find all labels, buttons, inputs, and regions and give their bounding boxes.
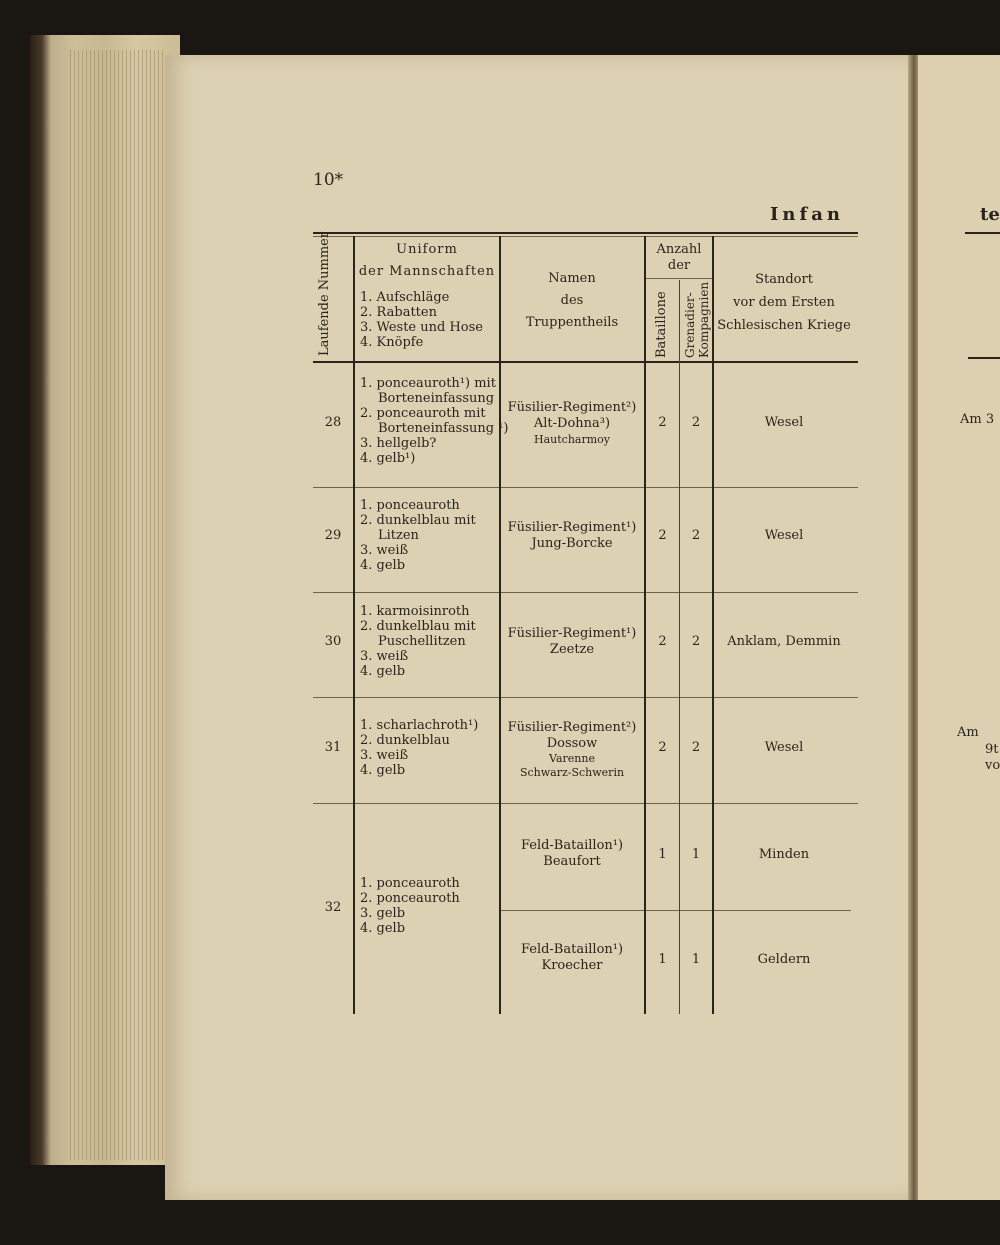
uniform-line: Litzen xyxy=(378,528,419,543)
uniform-line: 1. karmoisinroth xyxy=(360,604,470,619)
row-30-name xyxy=(501,626,643,658)
header-uniform-items xyxy=(360,290,483,350)
row-28-nr: 28 xyxy=(324,415,342,430)
col-rule-uniform xyxy=(499,236,501,1014)
row-32b-name xyxy=(501,942,643,974)
page-number: 10* xyxy=(313,170,344,190)
row-30-uniform xyxy=(360,604,476,679)
right-page-head: te xyxy=(980,204,1000,225)
page-stack-lines xyxy=(70,50,165,1160)
uniform-line: 3. weiß xyxy=(360,543,409,558)
header-uniform-item: 2. Rabatten xyxy=(360,305,437,320)
row-29-nr: 29 xyxy=(324,528,342,543)
header-namen-line: Truppentheils xyxy=(525,315,619,330)
name-line: Füsilier-Regiment¹) xyxy=(507,626,637,641)
col-rule-name xyxy=(644,236,646,1014)
row-31-name xyxy=(501,720,643,780)
header-grenadier-line: Kompagnien xyxy=(697,281,711,358)
uniform-line: Borteneinfassung ¹) xyxy=(378,421,509,436)
row-separator-29 xyxy=(313,592,858,593)
row-29-standort: Wesel xyxy=(764,528,804,543)
right-fragment: vo xyxy=(985,758,1000,773)
header-bottom-rule xyxy=(313,361,858,363)
header-standort xyxy=(714,268,854,337)
header-standort-line: Standort xyxy=(755,272,813,287)
header-anzahl-line: Anzahl xyxy=(656,242,702,257)
uniform-line: 2. dunkelblau xyxy=(360,733,450,748)
row-separator-32-sub xyxy=(499,910,851,911)
col-rule-anzahl xyxy=(712,236,714,1014)
right-page-top-rule xyxy=(965,232,1000,234)
header-bataillone: Bataillone xyxy=(654,291,669,358)
uniform-line: 1. ponceauroth xyxy=(360,876,460,891)
row-31-kompagnien: 2 xyxy=(691,740,701,755)
row-30-bataillone: 2 xyxy=(658,634,667,649)
name-line: Jung-Borcke xyxy=(531,536,613,551)
right-fragment: Am xyxy=(957,725,979,740)
right-page-header-rule xyxy=(968,357,1000,359)
row-32a-bataillone: 1 xyxy=(658,847,667,862)
row-31-nr: 31 xyxy=(324,740,342,755)
row-separator-30 xyxy=(313,697,858,698)
row-28-bataillone: 2 xyxy=(658,415,667,430)
row-31-bataillone: 2 xyxy=(658,740,667,755)
name-line: Zeetze xyxy=(549,642,595,657)
right-fragment: 9t xyxy=(985,742,999,757)
row-30-nr: 30 xyxy=(324,634,342,649)
header-namen-line: des xyxy=(560,293,584,308)
uniform-line: 2. dunkelblau mit xyxy=(360,619,476,634)
table-top-rule-thin xyxy=(313,236,858,237)
uniform-line: 2. ponceauroth mit xyxy=(360,406,486,421)
running-head: Infan xyxy=(770,204,844,225)
header-uniform-item: 3. Weste und Hose xyxy=(360,320,483,335)
table-top-rule xyxy=(313,232,858,234)
uniform-line: 4. gelb xyxy=(360,558,406,573)
row-31-uniform xyxy=(360,718,478,778)
row-32b-kompagnien: 1 xyxy=(691,952,701,967)
row-31-standort: Wesel xyxy=(764,740,804,755)
uniform-line: Puschellitzen xyxy=(378,634,466,649)
row-29-kompagnien: 2 xyxy=(691,528,701,543)
name-line: Füsilier-Regiment²) xyxy=(507,400,637,415)
header-laufende-nummer: Laufende Nummer xyxy=(317,231,332,356)
row-29-bataillone: 2 xyxy=(658,528,667,543)
header-anzahl-line: der xyxy=(667,258,691,273)
uniform-line: 3. gelb xyxy=(360,906,406,921)
name-line: Kroecher xyxy=(541,958,603,973)
uniform-line: Borteneinfassung xyxy=(378,391,495,406)
row-28-uniform xyxy=(360,376,509,466)
row-28-kompagnien: 2 xyxy=(691,415,701,430)
name-line: Beaufort xyxy=(543,854,601,869)
row-32a-standort: Minden xyxy=(758,847,810,862)
row-28-standort: Wesel xyxy=(764,415,804,430)
uniform-line: 3. weiß xyxy=(360,649,409,664)
row-30-kompagnien: 2 xyxy=(691,634,701,649)
name-line-small: Hautcharmoy xyxy=(534,433,610,446)
name-line: Füsilier-Regiment¹) xyxy=(507,520,637,535)
name-line: Füsilier-Regiment²) xyxy=(507,720,637,735)
uniform-line: 3. hellgelb? xyxy=(360,436,437,451)
anzahl-sub-rule xyxy=(646,278,712,279)
row-separator-31 xyxy=(313,803,858,804)
header-uniform-subtitle: der Mannschaften xyxy=(358,264,496,279)
row-32b-standort: Geldern xyxy=(757,952,811,967)
header-standort-line: Schlesischen Kriege xyxy=(717,318,851,333)
row-32a-kompagnien: 1 xyxy=(691,847,701,862)
uniform-line: 4. gelb¹) xyxy=(360,451,416,466)
row-32b-bataillone: 1 xyxy=(658,952,667,967)
uniform-line: 3. weiß xyxy=(360,748,409,763)
header-uniform-item: 4. Knöpfe xyxy=(360,335,424,350)
header-uniform-item: 1. Aufschläge xyxy=(360,290,450,305)
row-30-standort: Anklam, Demmin xyxy=(727,634,841,649)
name-line: Feld-Bataillon¹) xyxy=(520,942,624,957)
uniform-line: 1. scharlachroth¹) xyxy=(360,718,479,733)
right-page xyxy=(918,55,1000,1200)
row-32-nr: 32 xyxy=(324,900,342,915)
uniform-line: 4. gelb xyxy=(360,921,406,936)
col-rule-nr xyxy=(353,236,355,1014)
name-line: Feld-Bataillon¹) xyxy=(520,838,624,853)
uniform-line: 1. ponceauroth xyxy=(360,498,460,513)
row-separator-28 xyxy=(313,487,858,488)
header-uniform-title: Uniform xyxy=(396,242,458,257)
row-28-name xyxy=(501,400,643,448)
row-29-name xyxy=(501,520,643,552)
header-anzahl xyxy=(646,242,712,274)
name-line-small: Schwarz-Schwerin xyxy=(519,766,625,779)
uniform-line: 4. gelb xyxy=(360,763,406,778)
uniform-line: 2. dunkelblau mit xyxy=(360,513,476,528)
header-namen xyxy=(501,268,643,334)
header-namen-line: Namen xyxy=(548,271,596,286)
header-grenadier-kompagnien xyxy=(683,282,711,358)
uniform-line: 2. ponceauroth xyxy=(360,891,460,906)
name-line: Dossow xyxy=(546,736,598,751)
row-32a-name xyxy=(501,838,643,870)
right-fragment: Am 3 xyxy=(960,412,995,427)
name-line: Alt-Dohna³) xyxy=(533,416,611,431)
row-29-uniform xyxy=(360,498,476,573)
header-standort-line: vor dem Ersten xyxy=(733,295,835,310)
header-grenadier-line: Grenadier- xyxy=(683,292,697,358)
row-32-uniform xyxy=(360,876,460,936)
uniform-line: 1. ponceauroth¹) mit xyxy=(360,376,496,391)
name-line-small: Varenne xyxy=(549,752,595,765)
uniform-line: 4. gelb xyxy=(360,664,406,679)
